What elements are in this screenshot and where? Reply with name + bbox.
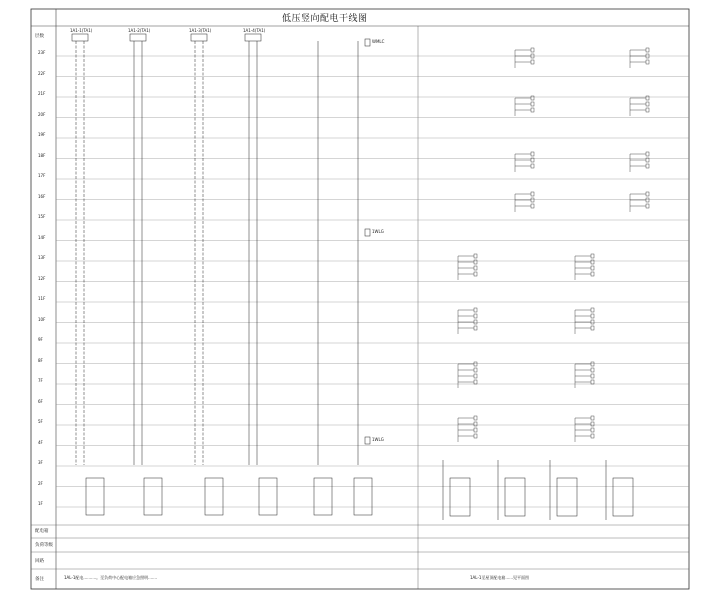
branch-box xyxy=(591,308,594,312)
riser-label: 1A1-1(TA1) xyxy=(70,28,93,33)
branch-box xyxy=(474,380,477,384)
distribution-box-label: 1WLG xyxy=(372,229,384,234)
branch-box xyxy=(531,164,534,168)
branch-box xyxy=(474,374,477,378)
distribution-box xyxy=(365,39,370,46)
floor-label: 2F xyxy=(38,480,43,486)
branch-box xyxy=(591,428,594,432)
floor-label: 21F xyxy=(38,91,46,96)
branch-box xyxy=(474,368,477,372)
branch-box xyxy=(646,152,649,156)
floor-label: 14F xyxy=(38,234,46,240)
branch-box xyxy=(591,422,594,426)
branch-box xyxy=(531,192,534,196)
branch-box xyxy=(591,326,594,330)
branch-box xyxy=(591,254,594,258)
panel-box xyxy=(259,478,277,515)
branch-box xyxy=(646,164,649,168)
branch-box xyxy=(646,204,649,208)
branch-box xyxy=(531,96,534,100)
diagram-title: 低压竖向配电干线图 xyxy=(282,14,368,24)
branch-box xyxy=(591,314,594,318)
floor-label: 15F xyxy=(38,214,46,219)
riser-head xyxy=(130,34,146,41)
floor-label: 13F xyxy=(38,255,46,260)
floor-label: 23F xyxy=(38,50,46,55)
branch-box xyxy=(474,326,477,330)
floor-label: 3F xyxy=(38,460,43,465)
panel-box xyxy=(505,478,525,516)
branch-box xyxy=(474,254,477,258)
floor-label: 1F xyxy=(38,501,43,506)
branch-box xyxy=(531,198,534,202)
branch-box xyxy=(474,266,477,270)
branch-box xyxy=(591,266,594,270)
branch-box xyxy=(646,102,649,106)
riser-label: 1A1-3(TA1) xyxy=(189,28,212,33)
floor-label: 10F xyxy=(38,316,46,322)
panel-box xyxy=(144,478,162,515)
floor-label: 6F xyxy=(38,398,43,404)
branch-box xyxy=(531,108,534,112)
branch-box xyxy=(531,48,534,52)
floor-label: 22F xyxy=(38,70,46,76)
floor-label: 9F xyxy=(38,337,43,342)
branch-box xyxy=(531,152,534,156)
branch-box xyxy=(591,380,594,384)
branch-box xyxy=(531,60,534,64)
note-left: 1AL-1配电..........。至负荷中心配电箱应急照明....... xyxy=(64,575,158,580)
branch-box xyxy=(474,416,477,420)
branch-box xyxy=(474,314,477,318)
panel-box xyxy=(354,478,372,515)
bottom-label-0: 配电箱 xyxy=(35,529,49,534)
branch-box xyxy=(591,320,594,324)
distribution-box-label: 1WLG xyxy=(372,437,384,442)
distribution-box-label: WMLC xyxy=(372,39,385,44)
panel-box xyxy=(613,478,633,516)
bottom-label-1: 负荷等级 xyxy=(35,543,53,548)
riser-head xyxy=(72,34,88,41)
note-right: 1AL-1至屋顶配电箱......见平面图 xyxy=(470,575,530,580)
branch-box xyxy=(591,362,594,366)
branch-box xyxy=(591,260,594,264)
bottom-label-3: 备注 xyxy=(35,577,44,582)
branch-box xyxy=(646,60,649,64)
panel-box xyxy=(205,478,223,515)
riser-head xyxy=(191,34,207,41)
branch-box xyxy=(591,434,594,438)
floor-label: 8F xyxy=(38,357,43,363)
branch-box xyxy=(591,416,594,420)
bottom-label-2: 回路 xyxy=(35,559,44,564)
branch-box xyxy=(474,422,477,426)
floor-label: 19F xyxy=(38,132,46,137)
panel-box xyxy=(450,478,470,516)
branch-box xyxy=(474,260,477,264)
floor-label: 5F xyxy=(38,419,43,424)
branch-box xyxy=(531,102,534,106)
riser-label: 1A1-4(TA1) xyxy=(243,28,266,33)
floor-label: 20F xyxy=(38,111,46,117)
distribution-box xyxy=(365,229,370,236)
branch-box xyxy=(646,198,649,202)
branch-box xyxy=(474,272,477,276)
branch-box xyxy=(474,434,477,438)
panel-box xyxy=(314,478,332,515)
floor-label: 12F xyxy=(38,275,46,281)
riser-head xyxy=(245,34,261,41)
floor-label: 18F xyxy=(38,152,46,158)
branch-box xyxy=(646,108,649,112)
header-col-label: 层数 xyxy=(35,34,44,39)
floor-label: 11F xyxy=(38,296,46,301)
branch-box xyxy=(591,272,594,276)
floor-label: 7F xyxy=(38,378,43,383)
branch-box xyxy=(474,308,477,312)
branch-box xyxy=(474,320,477,324)
floor-label: 4F xyxy=(38,439,43,445)
branch-box xyxy=(646,48,649,52)
panel-box xyxy=(86,478,104,515)
branch-box xyxy=(474,362,477,366)
branch-box xyxy=(646,96,649,100)
floor-label: 16F xyxy=(38,193,46,199)
branch-box xyxy=(474,428,477,432)
branch-box xyxy=(591,374,594,378)
branch-box xyxy=(646,192,649,196)
branch-box xyxy=(591,368,594,372)
panel-box xyxy=(557,478,577,516)
riser-label: 1A1-2(TA1) xyxy=(128,28,151,33)
branch-box xyxy=(531,204,534,208)
floor-label: 17F xyxy=(38,173,46,178)
distribution-box xyxy=(365,437,370,444)
